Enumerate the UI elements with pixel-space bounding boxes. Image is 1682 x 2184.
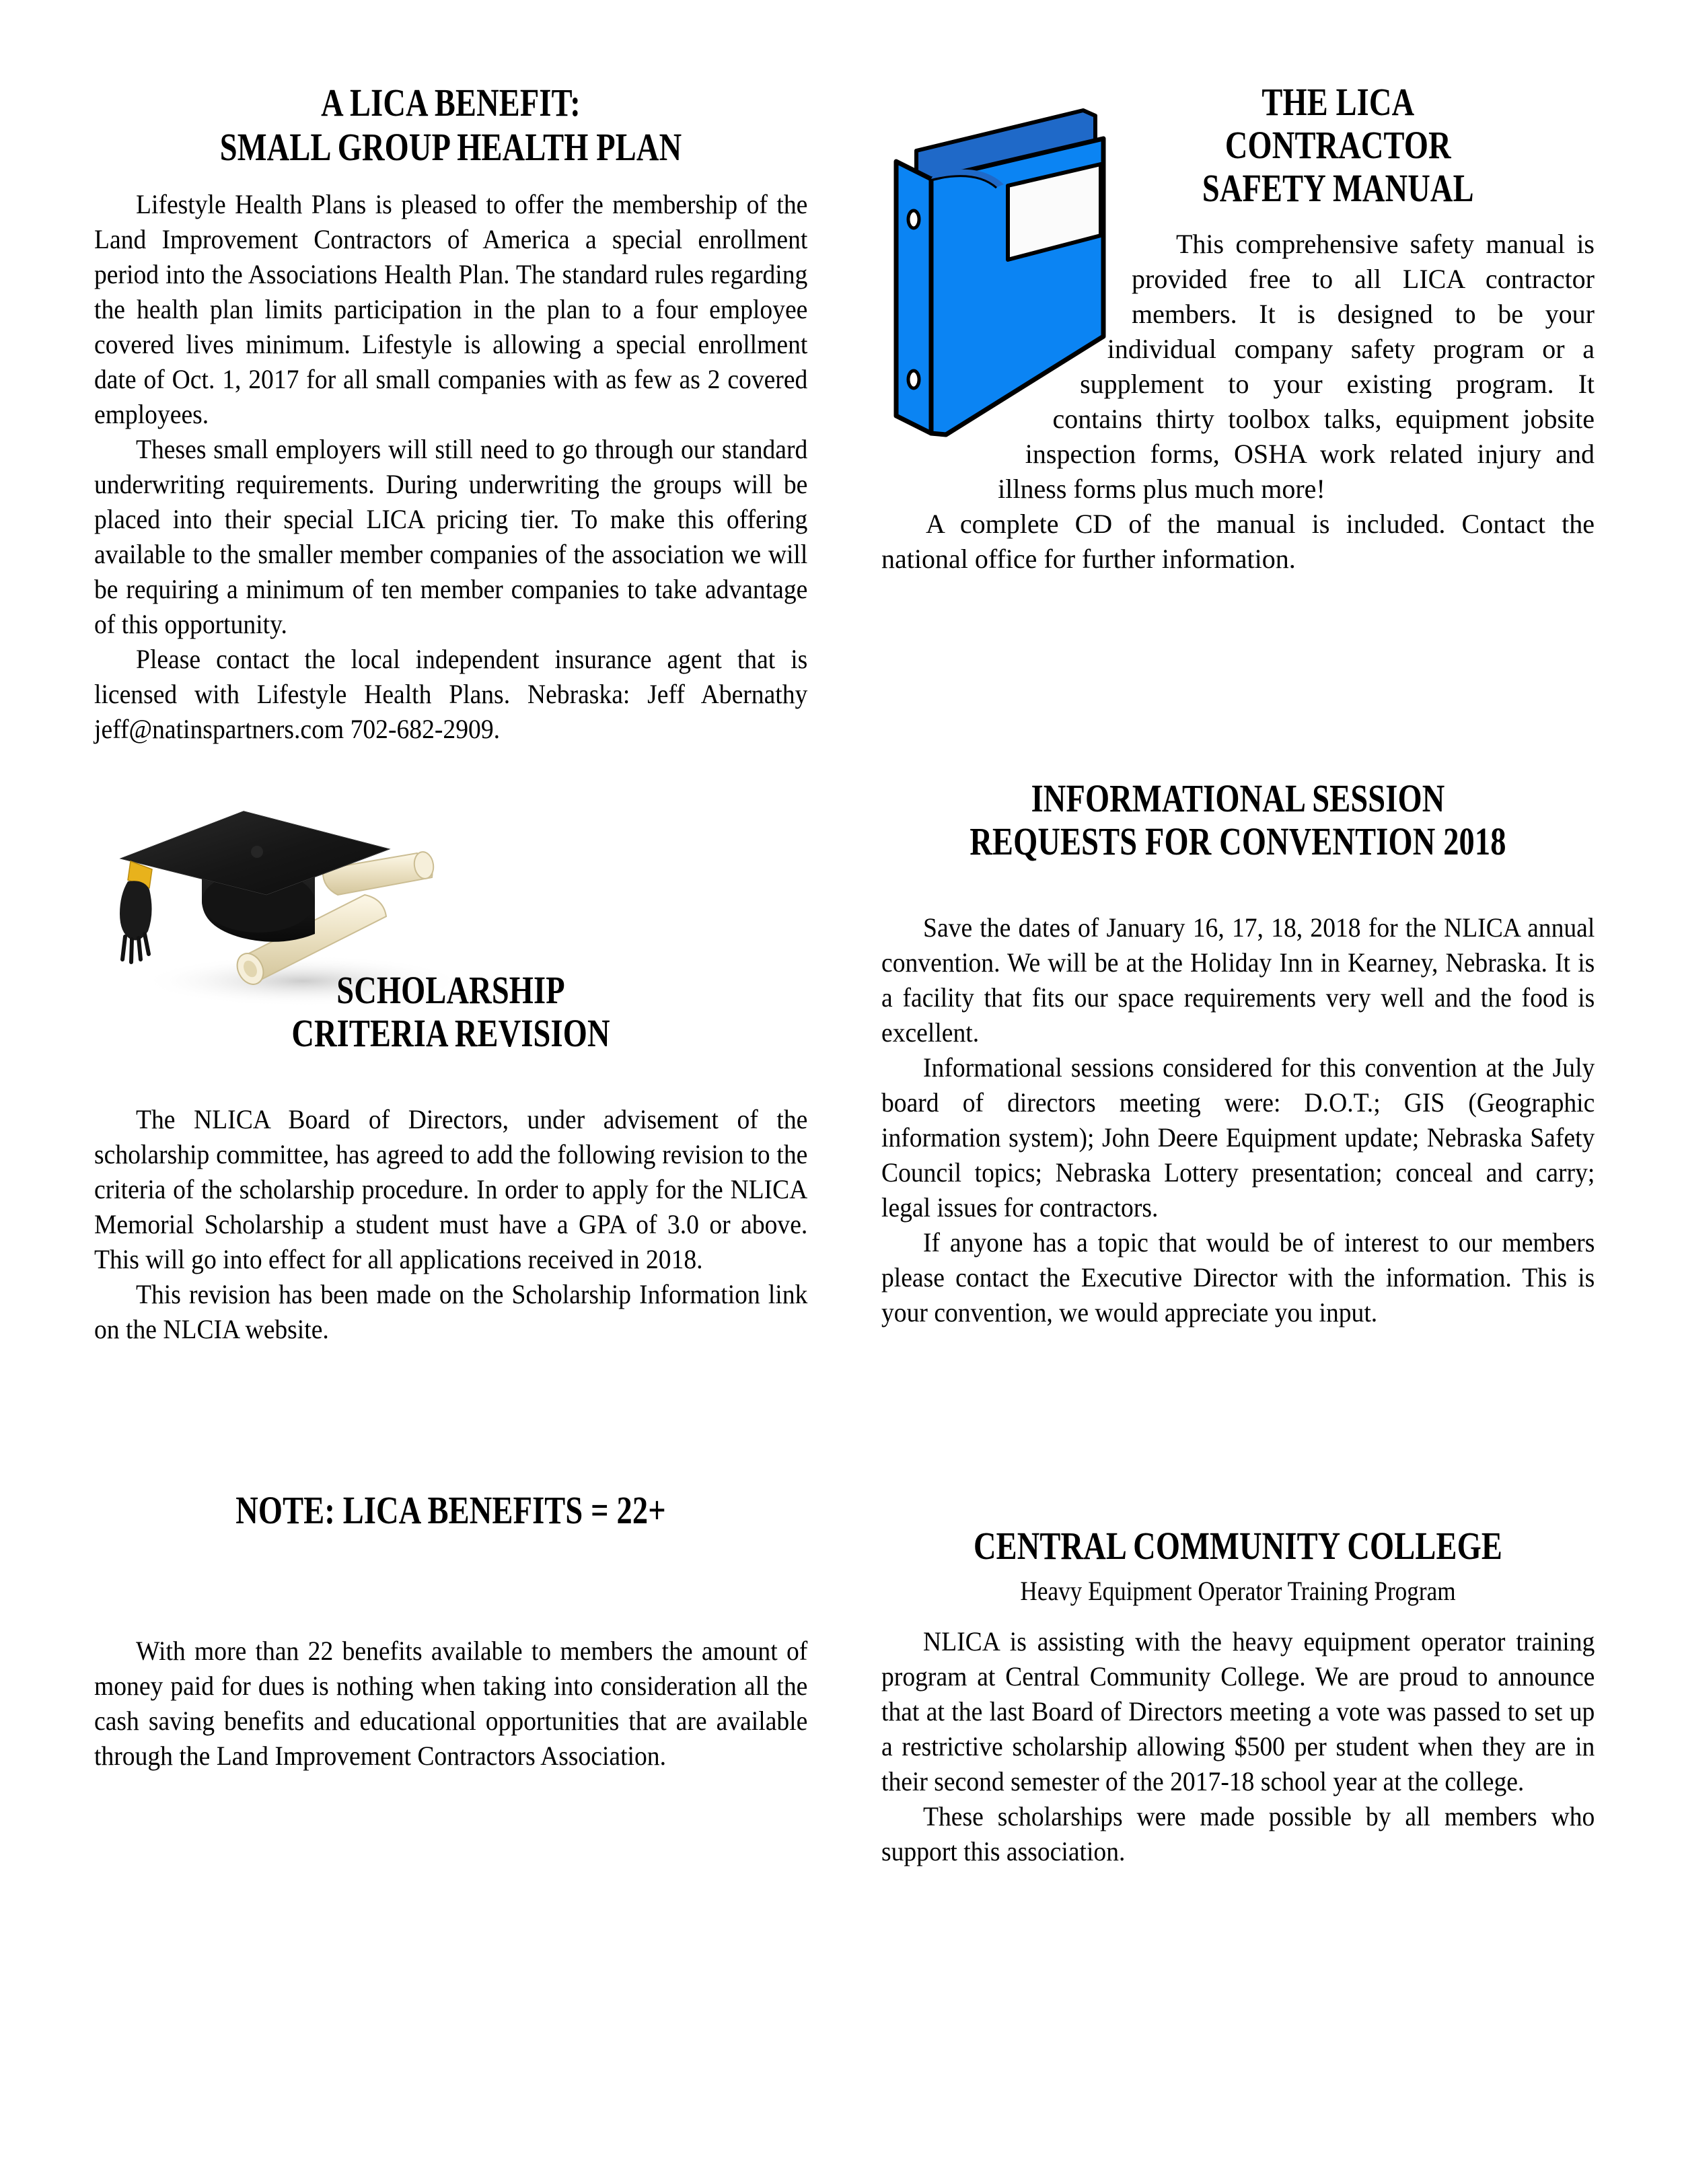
tassel-knot: [120, 881, 152, 940]
scholarship-heading-line-2: CRITERIA REVISION: [291, 1011, 610, 1056]
binder-hole-bottom: [908, 371, 919, 388]
right-column: [881, 81, 1595, 1869]
scholarship-paragraph-2: This revision has been made on the Scholarship Information link on the NLCIA website.: [94, 1278, 808, 1344]
benefits-note-body: [94, 1634, 807, 1774]
spacer: [881, 863, 1595, 910]
health-plan-heading: [166, 81, 736, 170]
binder-spine: [896, 161, 931, 433]
college-body: [881, 1624, 1595, 1869]
safety-manual-heading-line-1: THE LICA: [1262, 80, 1415, 124]
spacer: [94, 1055, 807, 1102]
convention-paragraph-3: If anyone has a topic that would be of interest to our members please contact the Executive Director with the information. This is your convention, we would appreciate you input.: [881, 1227, 1595, 1327]
spacer: [881, 1607, 1595, 1624]
college-heading: CENTRAL COMMUNITY COLLEGE: [973, 1523, 1502, 1568]
scholarship-heading-line-1: SCHOLARSHIP: [336, 968, 565, 1013]
scholarship-paragraph-1: The NLICA Board of Directors, under advisement of the scholarship committee, has agreed to add the following revision to the criteria of the scholarship procedure. In order to apply for the NLICA Memorial Scholarship a student must have a GPA of 3.0 or above. This will go into effect for all applications received in 2018.: [94, 1103, 808, 1274]
health-plan-paragraph-1: Lifestyle Health Plans is pleased to offer the membership of the Land Improvement Contractors of America a special enrollment period into the Associations Health Plan. The standard rules regarding the health plan limits participation in the plan to a four employee covered lives minimum. Lifestyle is allowing a special enrollment date of Oct. 1, 2017 for all small companies with as few as 2 covered employees.: [94, 189, 808, 430]
safety-manual-paragraph-1: This comprehensive safety manual is provided free to all LICA contractor members. It is designed to be your individual company safety program or a supplement to your existing program. It contains thirty toolbox talks, equipment jobsite inspection forms, OSHA work related injury and illness forms plus much more!: [998, 229, 1595, 505]
safety-manual-heading-line-3: SAFETY MANUAL: [1202, 166, 1474, 210]
scholarship-heading-block: [94, 969, 807, 1055]
binder-hole-top: [908, 211, 919, 228]
spacer: [94, 1533, 807, 1634]
health-plan-paragraph-3: Please contact the local independent insurance agent that is licensed with Lifestyle Health Plans. Nebraska: Jeff Abernathy jeff@natinspartners.com 702-682-2909.: [94, 644, 808, 745]
health-plan-paragraph-2: Theses small employers will still need to go through our standard underwriting requirements. During underwriting the groups will be placed into their special LICA pricing tier. To make this offering available to the smaller member companies of the association we will be requiring a minimum of ten member companies to take advantage of this opportunity.: [94, 434, 808, 640]
scholarship-body: [94, 1102, 807, 1347]
convention-paragraph-2: Informational sessions considered for this convention at the July board of directors meeting were: D.O.T.; GIS (Geographic information system); John Deere Equipment update; Nebraska Safety Council topics; Nebraska Lottery presentation; conceal and carry; legal issues for contractors.: [881, 1052, 1595, 1223]
safety-manual-heading: [953, 81, 1523, 209]
two-column-layout: [94, 81, 1595, 1869]
health-plan-body: [94, 187, 807, 747]
spacer: [94, 1347, 807, 1488]
safety-manual-heading-line-2: CONTRACTOR: [1224, 122, 1451, 167]
spacer: [94, 747, 807, 794]
convention-heading-line-2: REQUESTS FOR CONVENTION 2018: [970, 820, 1506, 864]
health-plan-heading-line-2: SMALL GROUP HEALTH PLAN: [219, 125, 682, 170]
college-paragraph-1: NLICA is assisting with the heavy equipment operator training program at Central Community College. We are proud to announce that at the last Board of Directors meeting a vote was passed to set up a restrictive scholarship allowing $500 per student when they are in their second semester of the 2017-18 school year at the college.: [881, 1626, 1595, 1797]
health-plan-heading-line-1: A LICA BENEFIT:: [321, 81, 581, 124]
college-paragraph-2: These scholarships were made possible by all members who support this association.: [881, 1801, 1595, 1867]
scholarship-heading: [166, 969, 736, 1055]
spacer: [881, 577, 1595, 718]
benefits-note-heading: NOTE: LICA BENEFITS = 22+: [235, 1488, 666, 1532]
benefits-note-paragraph-1: With more than 22 benefits available to members the amount of money paid for dues is nothing when taking into consideration all the cash saving benefits and educational opportunities that are available through the Land Improvement Contractors Association.: [94, 1635, 808, 1771]
convention-body: [881, 910, 1595, 1330]
convention-paragraph-1: Save the dates of January 16, 17, 18, 2018 for the NLICA annual convention. We will be at the Holiday Inn in Kearney, Nebraska. It is a facility that fits our space requirements very well and the food is excellent.: [881, 912, 1595, 1048]
college-subtitle: Heavy Equipment Operator Training Program: [1020, 1576, 1456, 1607]
spacer: [94, 170, 807, 187]
left-column: [94, 81, 807, 1869]
spacer: [881, 1330, 1595, 1471]
convention-heading-line-1: INFORMATIONAL SESSION: [1031, 776, 1445, 821]
safety-manual-paragraph-2: A complete CD of the manual is included. Contact the national office for further information.: [881, 509, 1595, 575]
convention-heading: [953, 777, 1523, 863]
